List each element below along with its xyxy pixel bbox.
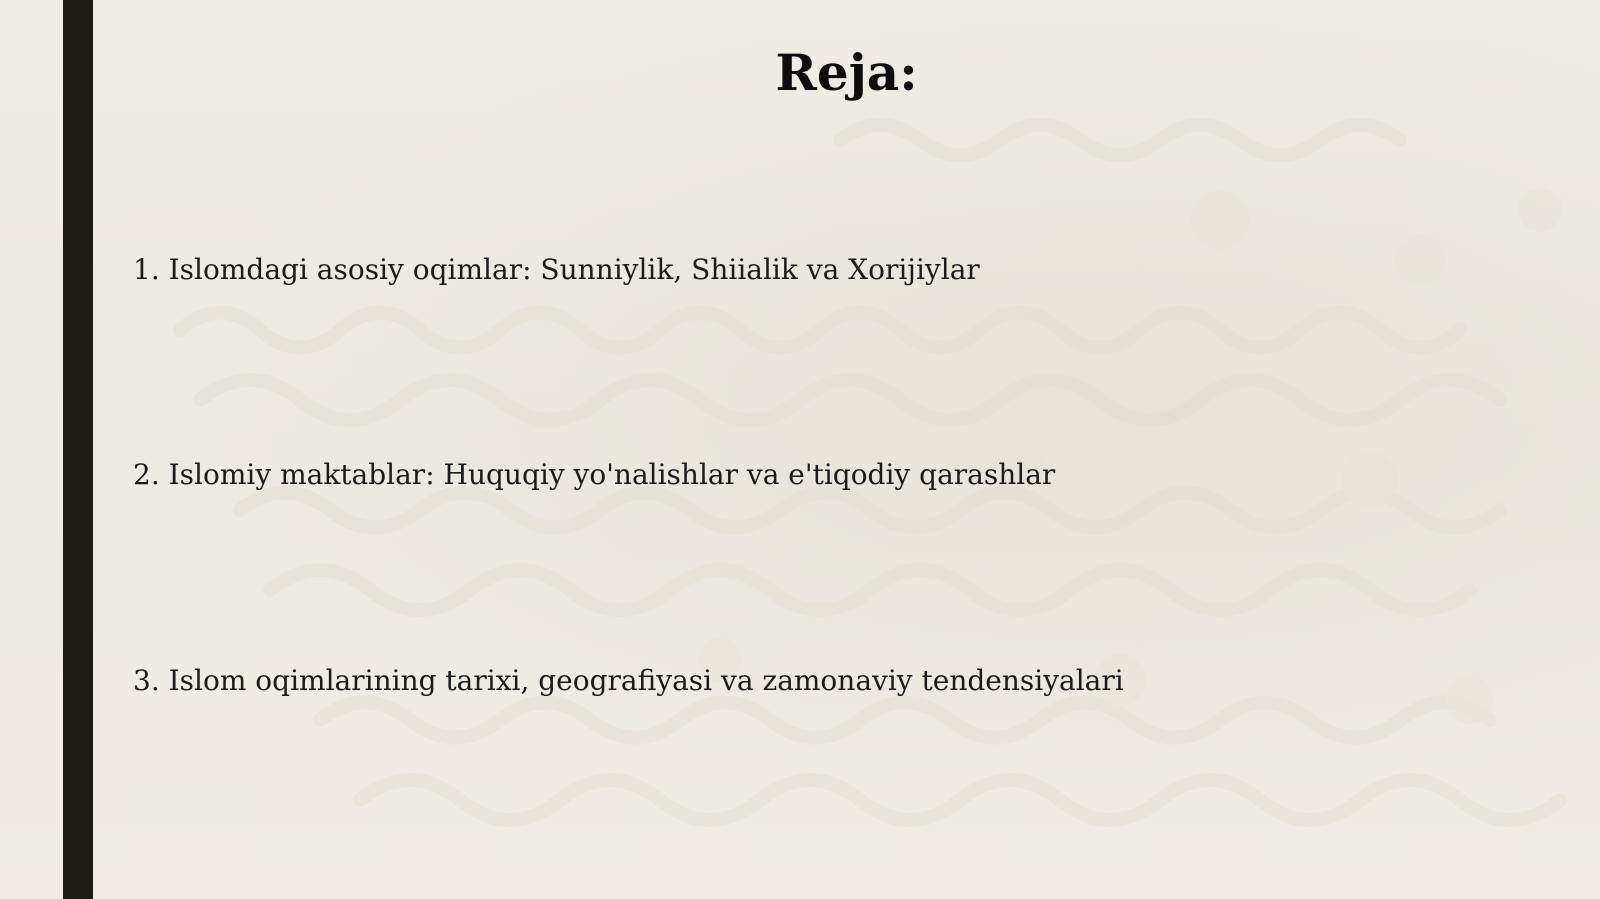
plan-item-2: 2. Islomiy maktablar: Huquqiy yo'nalishlar va e'tiqodiy qarashlar — [133, 458, 1056, 491]
slide-title: Reja: — [775, 43, 918, 102]
plan-item-1: 1. Islomdagi asosiy oqimlar: Sunniylik, Shiialik va Xorijiylar — [133, 253, 980, 286]
background-calligraphy-pattern — [120, 100, 1600, 899]
plan-item-3: 3. Islom oqimlarining tarixi, geografiyasi va zamonaviy tendensiyalari — [133, 664, 1124, 697]
left-accent-bar — [63, 0, 93, 899]
